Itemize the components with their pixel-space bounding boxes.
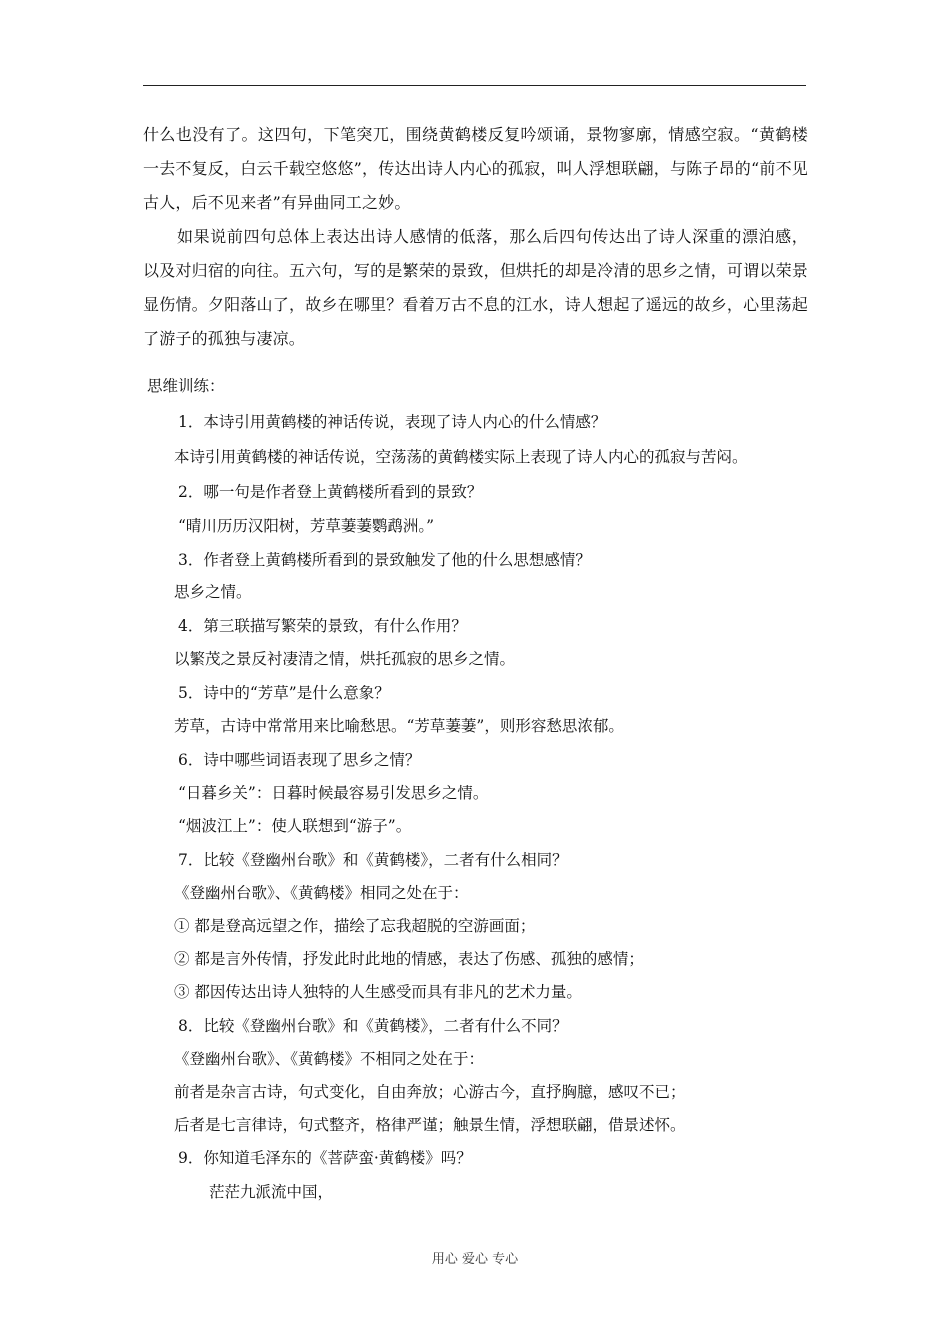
question-7: 7．比较《登幽州台歌》和《黄鹤楼》，二者有什么相同？: [178, 851, 568, 869]
answer-8-former: 前者是杂言古诗，句式变化，自由奔放；心游古今，直抒胸臆，感叹不已；: [174, 1083, 686, 1101]
answer-7-point-1: ① 都是登高远望之作，描绘了忘我超脱的空游画面；: [174, 917, 536, 935]
answer-8-latter: 后者是七言律诗，句式整齐，格律严谨；触景生情，浮想联翩，借景述怀。: [174, 1116, 686, 1134]
header-rule: [143, 85, 806, 86]
question-6: 6．诗中哪些词语表现了思乡之情？: [178, 751, 421, 769]
paragraph-1: 什么也没有了。这四句，下笔突兀，围绕黄鹤楼反复吟颂诵，景物寥廓，情感空寂。“黄鹤楼一去不复反，白云千载空悠悠”，传达出诗人内心的孤寂，叫人浮想联翩，与陈子昂的“前不见古人，后不见来者”有异曲同工之妙。: [143, 125, 808, 212]
answer-6b: “烟波江上”：使人联想到“游子”。: [178, 817, 412, 835]
answer-7-intro: 《登幽州台歌》、《黄鹤楼》相同之处在于：: [174, 884, 469, 902]
question-1: 1．本诗引用黄鹤楼的神话传说，表现了诗人内心的什么情感？: [178, 413, 607, 431]
question-9: 9．你知道毛泽东的《菩萨蛮·黄鹤楼》吗？: [178, 1149, 472, 1167]
question-4: 4．第三联描写繁荣的景致，有什么作用？: [178, 617, 467, 635]
answer-8-intro: 《登幽州台歌》、《黄鹤楼》不相同之处在于：: [174, 1050, 485, 1068]
paragraph-2: 如果说前四句总体上表达出诗人感情的低落，那么后四句传达出了诗人深重的漂泊感，以及对归宿的向往。五六句，写的是繁荣的景致，但烘托的却是冷清的思乡之情，可谓以荣景显伤情。夕阳落山了，故乡在哪里？看着万古不息的江水，诗人想起了遥远的故乡，心里荡起了游子的孤独与凄凉。: [143, 227, 808, 348]
poem-line-1: 茫茫九派流中国，: [209, 1183, 334, 1201]
answer-1: 本诗引用黄鹤楼的神话传说，空荡荡的黄鹤楼实际上表现了诗人内心的孤寂与苦闷。: [174, 448, 748, 466]
question-8: 8．比较《登幽州台歌》和《黄鹤楼》，二者有什么不同？: [178, 1017, 568, 1035]
answer-2: “晴川历历汉阳树，芳草萋萋鹦鹉洲。”: [178, 517, 435, 535]
question-2: 2．哪一句是作者登上黄鹤楼所看到的景致？: [178, 483, 483, 501]
answer-7-point-2: ② 都是言外传情，抒发此时此地的情感，表达了伤感、孤独的感情；: [174, 950, 644, 968]
answer-3: 思乡之情。: [174, 583, 252, 601]
question-3: 3．作者登上黄鹤楼所看到的景致触发了他的什么思想感情？: [178, 551, 591, 569]
answer-4: 以繁茂之景反衬凄清之情，烘托孤寂的思乡之情。: [174, 650, 516, 668]
answer-7-point-3: ③ 都因传达出诗人独特的人生感受而具有非凡的艺术力量。: [174, 983, 582, 1001]
question-5: 5．诗中的“芳草”是什么意象？: [178, 684, 390, 702]
section-title: 思维训练：: [147, 377, 225, 395]
answer-5: 芳草，古诗中常常用来比喻愁思。“芳草萋萋”，则形容愁思浓郁。: [174, 717, 624, 735]
analysis-text: [143, 118, 808, 356]
answer-6a: “日暮乡关”：日暮时候最容易引发思乡之情。: [178, 784, 489, 802]
page-footer: 用心 爱心 专心: [431, 1252, 519, 1267]
